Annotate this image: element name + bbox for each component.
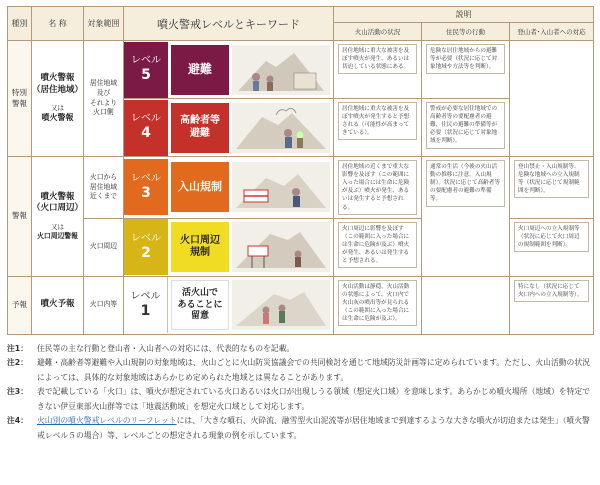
- note-3-text: 表で記載している「火口」は、噴火が想定されている火口あるいは火口が出現しうる領域（想定火口域）を意味します。あらかじめ噴火場所（地域）を特定できない伊豆東部火山群等では「地震活動域」を想定火口域として対応します。: [37, 387, 590, 411]
- l4-jumin-desc: 警戒が必要な居住地域での高齢者等の要配慮者の避難、住民の避難の準備等が必要（状況に応じて対象地域を判断）。: [422, 99, 510, 157]
- entry-restriction-illustration: [232, 162, 330, 212]
- group-tokubetsu: 特別 警報: [8, 41, 32, 157]
- level-3-cell: [124, 157, 334, 219]
- header-jumin: 住民等の行動: [422, 23, 510, 41]
- group-yoho: 予報: [8, 276, 32, 334]
- group-keiho: 警報: [8, 157, 32, 277]
- level-1-number: 1: [140, 302, 151, 319]
- range-l2: 火口周辺: [84, 218, 124, 276]
- note-4: [7, 414, 593, 443]
- name-kako-alt: 火口周辺警報: [37, 231, 78, 240]
- l5-kazan-desc: 居住地域に重大な被害を及ぼす噴火が発生、あるいは切迫している状態にある。: [334, 41, 422, 99]
- level-2-number: 2: [141, 244, 151, 261]
- level-4-number: 4: [141, 125, 151, 142]
- l4-kazan-desc: 居住地域に重大な被害を及ぼす噴火が発生すると予想される（可能性が高まってきている）。: [334, 99, 422, 157]
- header-meisho: 名 称: [32, 7, 84, 41]
- level-4-word: レベル: [131, 113, 161, 125]
- l1-jumin-empty: [422, 276, 510, 334]
- level-5-number: 5: [141, 67, 151, 84]
- name-kyojuu-alt-pre: 又は: [51, 104, 64, 113]
- evacuation-illustration: [232, 45, 330, 95]
- level-3-number: 3: [141, 184, 151, 201]
- notes-section: [7, 342, 593, 443]
- level-3-word: レベル: [131, 172, 161, 184]
- note-1: [7, 342, 593, 356]
- level-4-keyword: 高齢者等 避難: [171, 103, 229, 153]
- header-taisho: 対象範囲: [84, 7, 124, 41]
- level-2-keyword: 火口周辺 規制: [171, 222, 229, 272]
- level-3-row: [8, 157, 594, 219]
- header-keyword: 噴火警戒レベルとキーワード: [124, 7, 334, 41]
- volcanic-alert-level-table: [7, 6, 594, 335]
- level-5-row: [8, 41, 594, 99]
- l2-kazan-desc: 火口周辺に影響を及ぼす（この範囲に入った場合には生命に危険が及ぶ）噴火が発生、あるいは発生すると予想される。: [334, 218, 422, 276]
- range-l54: 居住地域 及び それより 火口側: [84, 41, 124, 157]
- name-kyojuu-alt: 噴火警報: [41, 112, 74, 122]
- note-2-text: 避難・高齢者等避難や入山規制の対象地域は、火山ごとに火山防災協議会での共同検討を通じて地域防災計画等に定められています。ただし、火山活動の状況によっては、具体的な対象地域はあらかじめ定められた地域とは異なることがあります。: [37, 358, 590, 382]
- level-3-keyword: 入山規制: [171, 162, 229, 212]
- note-1-label: 注1：: [7, 344, 29, 353]
- level-5-label: [124, 42, 168, 98]
- level-1-label: [124, 277, 168, 333]
- note-1-text: 住民等の主な行動と登山者・入山者への対応には、代表的なものを記載。: [37, 344, 295, 353]
- note-3: [7, 385, 593, 414]
- level-2-label: [124, 219, 168, 275]
- note-4-text: には、「大きな噴石、火砕流、融雪型火山泥流等が居住地域まで到達するような大きな噴火が切迫または発生」（噴火警戒レベル５の場合）等、レベルごとの想定される現象の例を示しています。: [37, 416, 590, 440]
- l1-kazan-desc: 火山活動は静穏。火山活動の状態によって、火口内で火山灰の噴出等が見られる（この範囲に入った場合には生命に危険が及ぶ）。: [334, 276, 422, 334]
- name-yoho: 噴火予報: [32, 276, 84, 334]
- range-l1: 火口内等: [84, 276, 124, 334]
- level-1-keyword: 活火山で あることに 留意: [171, 280, 229, 330]
- name-kako: [32, 157, 84, 277]
- note-4-body: [37, 414, 593, 443]
- level-2-word: レベル: [131, 232, 161, 244]
- crater-restriction-illustration: [232, 222, 330, 272]
- note-3-label: 注3：: [7, 387, 29, 397]
- name-kyojuu-main: 噴火警報 （居住地域）: [32, 73, 84, 95]
- l54-tozan-empty: [510, 41, 594, 157]
- level-1-row: [8, 276, 594, 334]
- l5-jumin-desc: 危険な居住地域からの避難等が必要（状況に応じて対象地域や方法等を判断）。: [422, 41, 510, 99]
- header-shubetsu: 種別: [8, 7, 32, 41]
- hiking-illustration: [232, 280, 330, 330]
- level-1-cell: [124, 276, 334, 334]
- l32-jumin-desc: [422, 157, 510, 277]
- elderly-evacuation-illustration: [232, 103, 330, 153]
- l1-tozan-desc: 特になし（状況に応じて火口内への立入規制等）。: [510, 276, 594, 334]
- level-5-keyword: 避難: [171, 45, 229, 95]
- name-kako-alt-pre: 又は: [51, 222, 64, 231]
- header-setsumei: 説明: [334, 7, 594, 23]
- name-kyojuu: [32, 41, 84, 157]
- level-5-word: レベル: [131, 55, 161, 67]
- level-1-word: レベル: [130, 290, 161, 302]
- l3-jumin-text: 通常の生活（今後の火山活動の推移に注意。入山規制）。状況に応じて高齢者等の要配慮者の避難の準備等。: [426, 160, 505, 207]
- note-2-label: 注2：: [7, 358, 29, 368]
- level-5-cell: [124, 41, 334, 99]
- level-4-cell: [124, 99, 334, 157]
- note-4-label: 注4：: [7, 416, 29, 426]
- l3-kazan-desc: 居住地域の近くまで重大な影響を及ぼす（この範囲に入った場合には生命に危険が及ぶ）噴火が発生、あるいは発生すると予想される。: [334, 157, 422, 219]
- l3-tozan-desc: 登山禁止・入山規制等、危険な地域への立入規制等（状況に応じて規制範囲を判断）。: [510, 157, 594, 219]
- range-l3: 火口から 居住地域 近くまで: [84, 157, 124, 219]
- note-2: [7, 356, 593, 385]
- header-kazan: 火山活動の状況: [334, 23, 422, 41]
- l2-tozan-desc: 火口周辺への立入規制等（状況に応じて火口周辺の規制範囲を判断）。: [510, 218, 594, 276]
- name-kako-main: 噴火警報 （火口周辺）: [32, 191, 84, 214]
- level-3-label: [124, 159, 168, 215]
- level-4-label: [124, 100, 168, 156]
- leaflet-link[interactable]: 火山別の噴火警戒レベルのリーフレット: [37, 416, 177, 426]
- header-tozan: 登山者･入山者への対応: [510, 23, 594, 41]
- level-2-cell: [124, 218, 334, 276]
